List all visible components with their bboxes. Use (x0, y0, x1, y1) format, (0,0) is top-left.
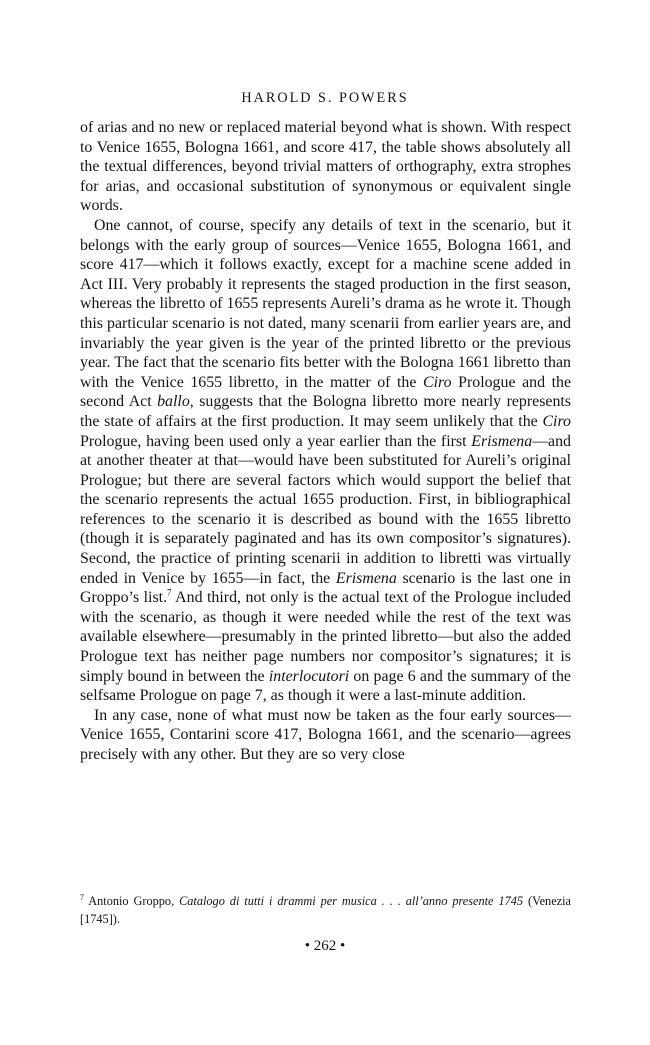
italic-title: Catalogo di tutti i drammi per musica . . . all’anno presente 1745 (179, 894, 524, 908)
footnote-mark: 7 (80, 892, 84, 902)
footnote-7 (80, 892, 571, 928)
text-run: on page 6 and the summary of the selfsame Prologue on page 7, as though it were a last-minute addition. (80, 667, 571, 705)
paragraph-2 (80, 216, 571, 706)
text-run: And third, not only is the actual text of the Prologue included with the scenario, as though it were needed while the rest of the text was available elsewhere—presumably in the printed libretto—but also the added Prologue text has neither page numbers nor compositor’s signatures; it is simply bound in between the (80, 589, 571, 685)
italic-title: Erismena (335, 569, 397, 587)
text-run: Prologue and the second Act (80, 373, 571, 411)
text-run: (Venezia [1745]). (80, 894, 571, 926)
text-run: Antonio Groppo, (84, 894, 180, 908)
text-run: of arias and no new or replaced material beyond what is shown. With respect to Venice 1655, Bologna 1661, and score 417, the table shows absolutely all the textual differences, beyond trivial matters of orthography, extra strophes for arias, and occasional substitution of synonymous or equivalent single words. (80, 119, 571, 215)
italic-title: interlocutori (268, 667, 350, 685)
italic-title: Ciro (422, 373, 452, 391)
italic-title: Erismena (471, 432, 533, 450)
page-number: • 262 • (304, 938, 346, 954)
text-run: In any case, none of what must now be taken as the four early sources—Venice 1655, Contarini score 417, Bologna 1661, and the scenario—agrees precisely with any other. But they are so very close (80, 706, 571, 763)
body-text (80, 118, 571, 765)
footnote-reference: 7 (167, 587, 172, 598)
text-run: One cannot, of course, specify any details of text in the scenario, but it belongs with the early group of sources—Venice 1655, Bologna 1661, and score 417—which it follows exactly, except for a machine scene added in Act III. Very probably it represents the staged production in the first season, whereas the libretto of 1655 represents Aureli’s drama as he wrote it. Though this particular scenario is not dated, many scenarii from earlier years are, and invariably the year given is the year of the printed libretto or the previous year. The fact that the scenario fits better with the Bologna 1661 libretto than with the Venice 1655 libretto, in the matter of the (80, 216, 571, 391)
italic-title: Ciro (542, 412, 571, 430)
paragraph-1 (80, 118, 571, 216)
running-head: HAROLD S. POWERS (241, 90, 409, 106)
text-run: —and at another theater at that—would have been substituted for Aureli’s original Prologue; but there are several factors which would support the belief that the scenario represents the actual 1655 production. First, in bibliographical references to the scenario it is described as bound with the 1655 libretto (though it is separately paginated and has its own compositor’s signatures). Second, the practice of printing scenarii in addition to libretti was virtually ended in Venice by 1655—in fact, the (80, 432, 571, 587)
footnote-text (80, 894, 571, 926)
text-run: Prologue, having been used only a year earlier than the first (80, 432, 472, 450)
text-run: scenario is the last one in Groppo’s list. (80, 569, 571, 607)
italic-title: ballo (157, 393, 190, 411)
text-run: , suggests that the Bologna libretto more nearly represents the state of affairs at the first production. It may seem unlikely that the (80, 393, 571, 430)
paragraph-3 (80, 706, 571, 765)
